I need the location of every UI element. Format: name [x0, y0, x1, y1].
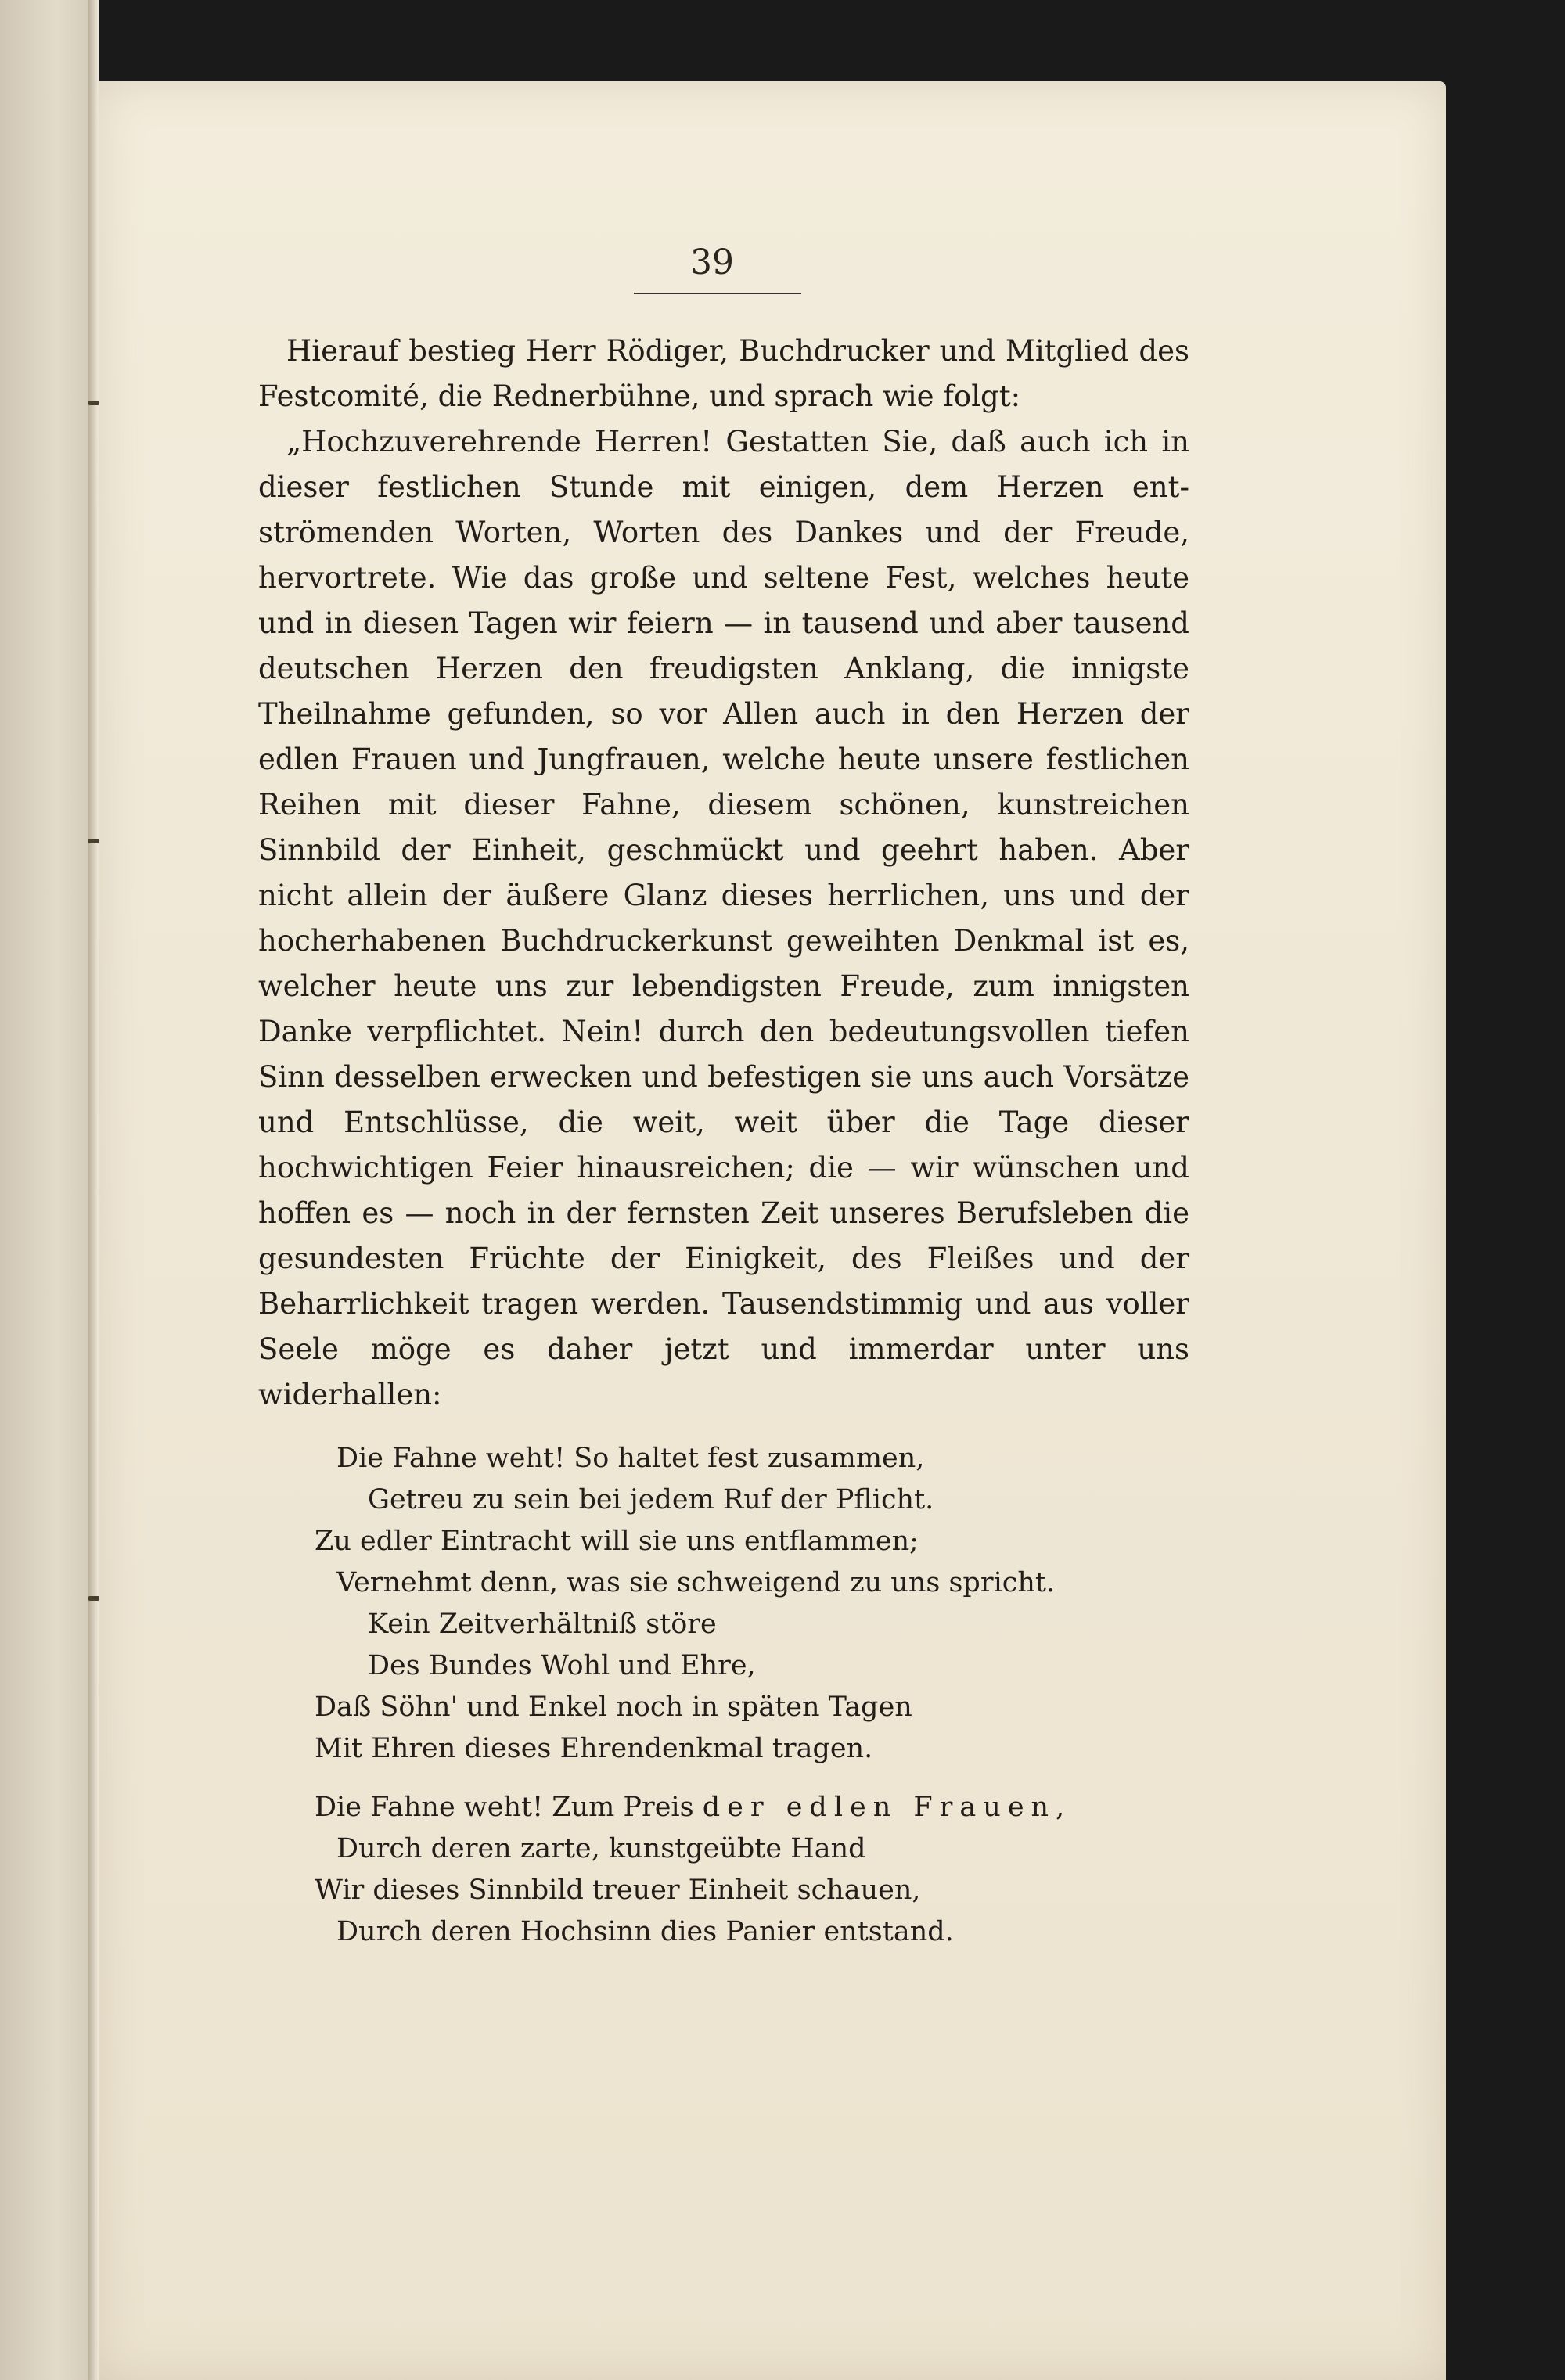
verse-line: Vernehmt denn, was sie schweigend zu uns spricht. [336, 1567, 1056, 1598]
page-number: 39 [690, 243, 734, 282]
verse-line-start: Die Fahne weht! Zum Preis [315, 1792, 694, 1823]
verse-line: Des Bundes Wohl und Ehre, [368, 1650, 756, 1681]
page-number-rule [634, 293, 801, 294]
verse-line: Daß Söhn' und Enkel noch in späten Tagen [315, 1692, 912, 1723]
verse-line: Wir dieses Sinnbild treuer Einheit schauen, [315, 1875, 921, 1906]
verse-line: Mit Ehren dieses Ehrendenkmal tragen. [315, 1733, 873, 1764]
verse-line: Durch deren Hochsinn dies Panier entstand. [336, 1916, 954, 1947]
verse-line: Die Fahne weht! So haltet fest zusammen, [336, 1443, 925, 1474]
verse-line: Durch deren zarte, kunstgeübte Hand [336, 1833, 866, 1864]
poem-stanza-1 [258, 1438, 1189, 1770]
verse-line-spaced: der edlen Frauen, [702, 1792, 1072, 1823]
verse-line: Getreu zu sein bei jedem Ruf der Pflicht. [368, 1484, 934, 1515]
verse-line: Kein Zeitverhältniß störe [368, 1609, 717, 1640]
intro-paragraph: Hierauf bestieg Herr Rödiger, Buchdrucker und Mitglied des Festcomité, die Rednerbühne, und sprach wie folgt: [258, 334, 1189, 413]
page-body [258, 329, 1189, 1970]
poem-stanza-2 [258, 1787, 1189, 1953]
verse-line [258, 1787, 1189, 1828]
book-gutter [88, 0, 99, 2380]
poem [258, 1438, 1189, 1953]
facing-page-edge [0, 0, 95, 2380]
speech-paragraph: „Hochzuverehrende Herren! Gestatten Sie, daß auch ich in dieser festlichen Stunde mit einigen, dem Herzen entströmenden Worten, Worten des Dankes und der Freude, hervortrete. Wie das große und seltene Fest, welches heute und in diesen Tagen wir feiern — in tausend und aber tausend deutschen Herzen den freudigsten Anklang, die innigste Theilnahme gefunden, so vor Allen auch in den Herzen der edlen Frauen und Jungfrauen, welche heute unsere festlichen Reihen mit dieser Fahne, diesem schönen, kunstreichen Sinnbild der Einheit, geschmückt und geehrt haben. Aber nicht allein der äußere Glanz dieses herrlichen, uns und der hocherhabenen Buchdruckerkunst geweihten Denkmal ist es, welcher heute uns zur lebendigsten Freude, zum innigsten Danke verpflichtet. Nein! durch den bedeutungsvollen tiefen Sinn desselben erwecken und befestigen sie uns auch Vorsätze und Entschlüsse, die weit, weit über die Tage dieser hochwichtigen Feier hinausreichen; die — wir wünschen und hoffen es — noch in der fernsten Zeit unseres Berufsleben die gesundesten Früchte der Einigkeit, des Fleißes und der Beharrlichkeit tragen werden. Tausendstimmig und aus voller Seele möge es daher jetzt und immerdar unter uns widerhallen: [258, 425, 1189, 1411]
verse-line: Zu edler Eintracht will sie uns entflammen; [315, 1526, 919, 1557]
